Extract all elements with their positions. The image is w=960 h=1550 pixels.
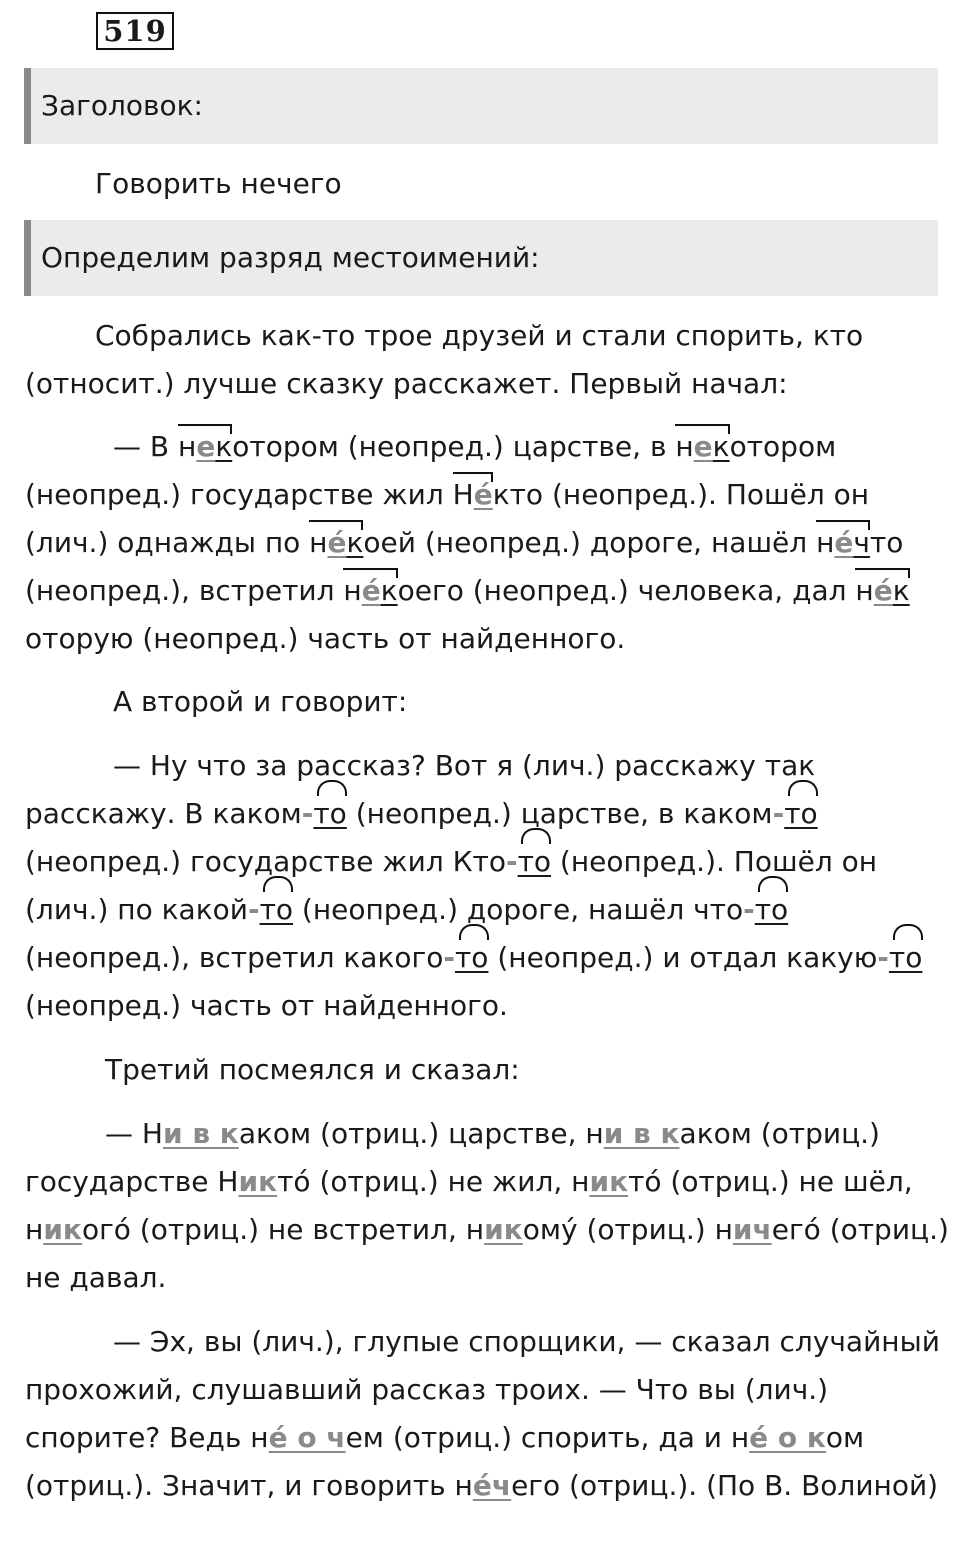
section-heading-pronouns: Определим разряд местоимений: (24, 220, 938, 296)
paragraph-intro: Собрались как-то трое друзей и стали спорить, кто (относит.) лучше сказку расскажет. Первый начал: (25, 319, 864, 400)
paragraph-second-friend: — Ну что за рассказ? Вот я (лич.) расскажу так расскажу. В каком-то (неопред.) царстве, в каком-то (неопред.) государстве жил Кто-то (неопред.). Пошёл он (лич.) по какой-то (неопред.) дороге, нашёл что-то (неопред.), встретил какого-то (неопред.) и отдал какую-то (неопред.) часть от найденного. (25, 749, 923, 1022)
paragraph-passerby: — Эх, вы (лич.), глупые спорщики, — сказал случайный прохожий, слушавший рассказ троих. — Что вы (лич.) спорите? Ведь не́ о чем (отриц.) спорить, да и не́ о ком (отриц.). Значит, и говорить не́чего (отриц.). (По В. Волиной) (25, 1325, 940, 1502)
paragraph-second-intro: А второй и говорит: (113, 685, 408, 718)
story-title: Говорить нечего (95, 167, 342, 200)
paragraph-third-friend: — Ни в каком (отриц.) царстве, ни в каком (отриц.) государстве Никто́ (отриц.) не жил, никто́ (отриц.) не шёл, никого́ (отриц.) не встретил, никому́ (отриц.) ничего́ (отриц.) не давал. (25, 1117, 949, 1294)
paragraph-third-intro: Третий посмеялся и сказал: (105, 1053, 520, 1086)
paragraph-first-friend: — В некотором (неопред.) царстве, в некотором (неопред.) государстве жил Не́кто (неопред.). Пошёл он (лич.) однажды по не́коей (неопред.) дороге, нашёл не́что (неопред.), встретил не́коего (неопред.) человека, дал не́которую (неопред.) часть от найденного. (25, 423, 950, 663)
exercise-number: 519 (96, 12, 174, 50)
section-heading-title: Заголовок: (24, 68, 938, 144)
